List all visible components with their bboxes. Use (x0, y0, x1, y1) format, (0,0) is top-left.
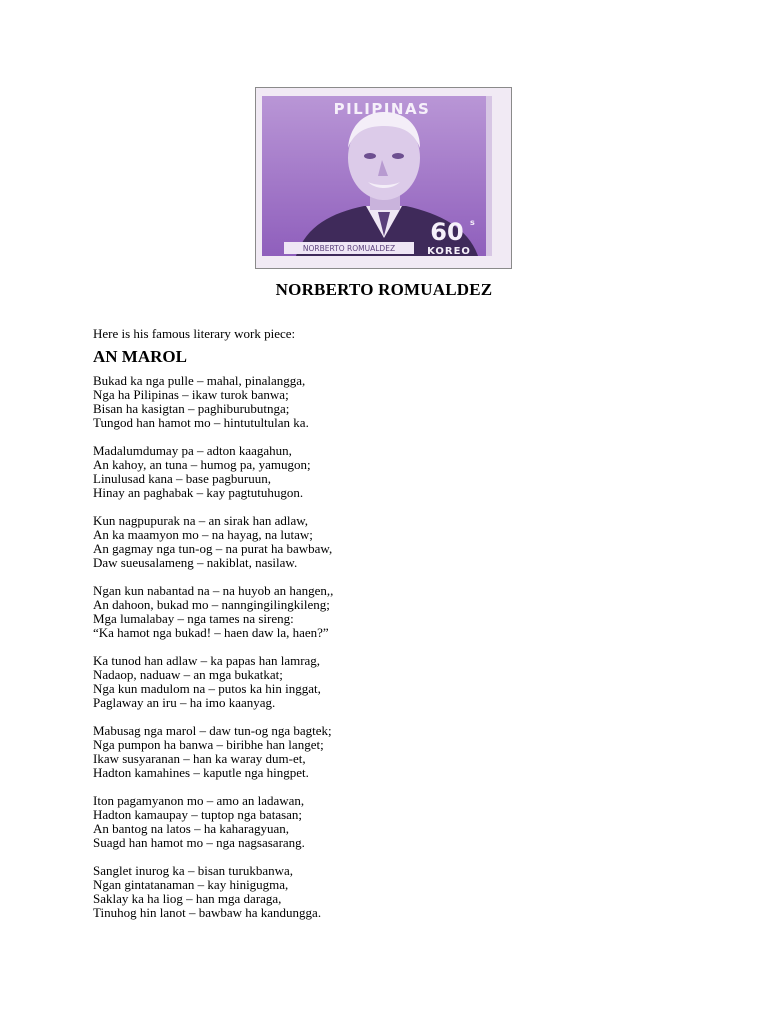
poem-line: Sanglet inurog ka – bisan turukbanwa, (93, 863, 294, 878)
poem-line: Suagd han hamot mo – nga nagsasarang. (93, 835, 305, 850)
poem-line: Saklay ka ha liog – han mga daraga, (93, 891, 282, 906)
poem-line: Ngan kun nabantad na – na huyob an hangen,, (93, 583, 334, 598)
poem-line: Daw sueusalameng – nakiblat, nasilaw. (93, 555, 298, 570)
poem-title: AN MAROL (93, 347, 187, 366)
poem-line: Bisan ha kasigtan – paghiburubutnga; (93, 401, 290, 416)
stanza (93, 864, 693, 920)
stanza (93, 584, 693, 640)
poem-body (93, 374, 693, 934)
stamp-country-text: PILIPINAS (333, 100, 431, 118)
poem-line: An ka maamyon mo – na hayag, na lutaw; (93, 527, 313, 542)
postage-stamp-image (255, 87, 512, 269)
poem-line: An kahoy, an tuna – humog pa, yamugon; (93, 457, 311, 472)
poem-line: Ngan gintatanaman – kay hinigugma, (93, 877, 289, 892)
intro-text: Here is his famous literary work piece: (93, 326, 296, 341)
poem-line: An dahoon, bukad mo – nanngingilingkileng; (93, 597, 330, 612)
poem-line: Nga kun madulom na – putos ka hin inggat, (93, 681, 321, 696)
poem-line: Iton pagamyanon mo – amo an ladawan, (93, 793, 305, 808)
page-title: NORBERTO ROMUALDEZ (275, 280, 493, 299)
stanza (93, 724, 693, 780)
stanza (93, 374, 693, 430)
poem-line: Linulusad kana – base pagburuun, (93, 471, 271, 486)
poem-line: Mga lumalabay – nga tames na sireng: (93, 611, 294, 626)
poem-line: Ka tunod han adlaw – ka papas han lamrag, (93, 653, 321, 668)
poem-line: Paglaway an iru – ha imo kaanyag. (93, 695, 276, 710)
poem-line: Tungod han hamot mo – hintutultulan ka. (93, 415, 309, 430)
poem-line: “Ka hamot nga bukad! – haen daw la, haen?” (93, 625, 329, 640)
stamp-name-text: NORBERTO ROMUALDEZ (302, 244, 396, 253)
poem-line: Nga pumpon ha banwa – biribhe han langet; (93, 737, 324, 752)
poem-line: Hinay an paghabak – kay pagtutuhugon. (93, 485, 304, 500)
poem-line: An bantog na latos – ha kaharagyuan, (93, 821, 290, 836)
stamp-value-suffix: s (470, 218, 475, 227)
poem-line: Nga ha Pilipinas – ikaw turok banwa; (93, 387, 289, 402)
stanza (93, 654, 693, 710)
poem-line: Tinuhog hin lanot – bawbaw ha kandungga. (93, 905, 322, 920)
poem-line: Kun nagpupurak na – an sirak han adlaw, (93, 513, 309, 528)
poem-line: Bukad ka nga pulle – mahal, pinalangga, (93, 373, 306, 388)
stanza (93, 444, 693, 500)
stamp-value-text: 60 (430, 218, 464, 246)
poem-line: Ikaw susyaranan – han ka waray dum-et, (93, 751, 306, 766)
poem-line: Hadton kamahines – kaputle nga hingpet. (93, 765, 309, 780)
poem-line: Hadton kamaupay – tuptop nga batasan; (93, 807, 303, 822)
poem-line: An gagmay nga tun-og – na purat ha bawbaw, (93, 541, 333, 556)
stamp-post-text: KOREO (427, 246, 471, 257)
poem-line: Nadaop, naduaw – an mga bukatkat; (93, 667, 283, 682)
stanza (93, 514, 693, 570)
poem-line: Madalumdumay pa – adton kaagahun, (93, 443, 292, 458)
poem-line: Mabusag nga marol – daw tun-og nga bagtek; (93, 723, 332, 738)
stanza (93, 794, 693, 850)
